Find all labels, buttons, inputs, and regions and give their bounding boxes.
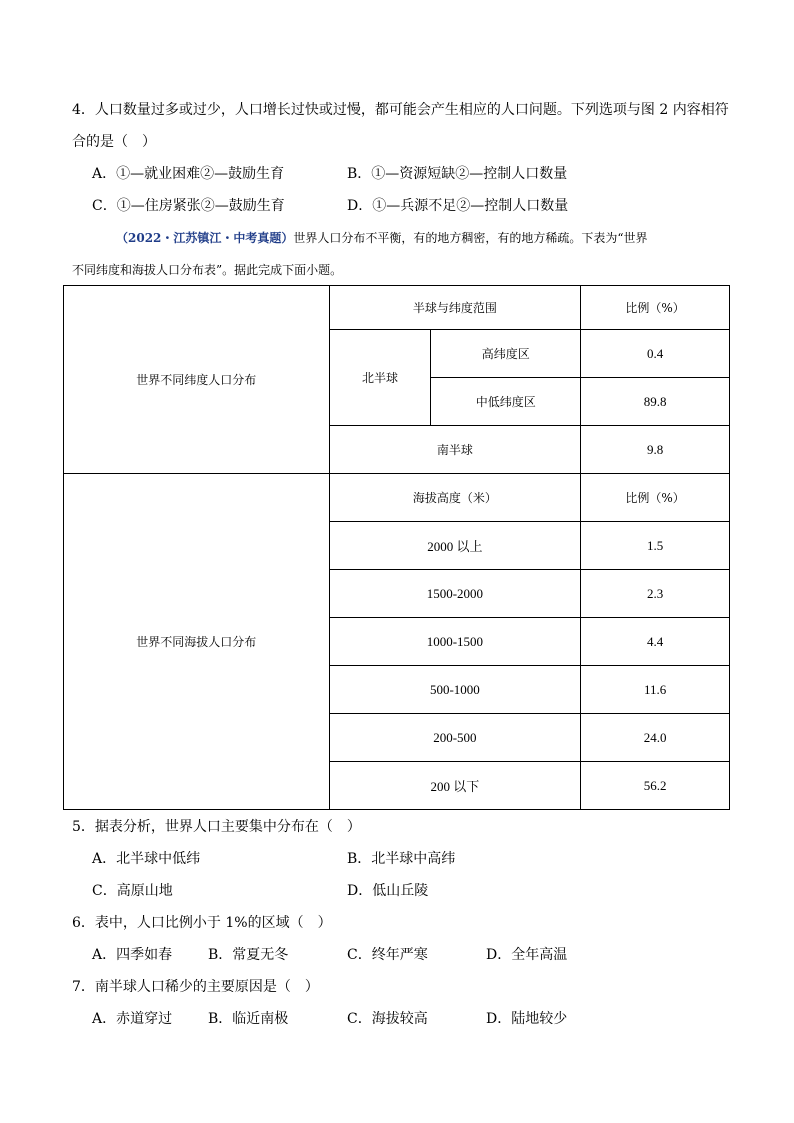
population-table <box>63 285 730 810</box>
alt-range-cell: 1500-2000 <box>329 570 581 618</box>
mid-low-lat-label: 中低纬度区 <box>431 378 581 426</box>
alt-value-cell: 56.2 <box>581 762 730 810</box>
q4-option-d: D．①—兵源不足②—控制人口数量 <box>347 198 569 214</box>
q7-option-a: A．赤道穿过 <box>92 1011 173 1027</box>
q6-option-a: A．四季如春 <box>92 947 173 963</box>
mid-low-lat-value: 89.8 <box>581 378 730 426</box>
alt-value-cell: 1.5 <box>581 522 730 570</box>
alt-value-cell: 24.0 <box>581 714 730 762</box>
alt-value-cell: 2.3 <box>581 570 730 618</box>
alt-range-cell: 1000-1500 <box>329 618 581 666</box>
alt-value-cell: 4.4 <box>581 618 730 666</box>
alt-range-cell: 200 以下 <box>329 762 581 810</box>
q7-option-c: C．海拔较高 <box>347 1011 428 1027</box>
alt-value-cell: 11.6 <box>581 666 730 714</box>
ratio-header: 比例（%） <box>581 286 730 330</box>
q7-stem: 7．南半球人口稀少的主要原因是（ ） <box>72 979 319 995</box>
north-hemisphere: 北半球 <box>329 330 431 426</box>
intro-line1 <box>116 229 648 247</box>
south-value: 9.8 <box>581 426 730 474</box>
lat-section-title: 世界不同纬度人口分布 <box>64 286 330 474</box>
q5-option-c: C．高原山地 <box>92 883 173 899</box>
q4-option-c: C．①—住房紧张②—鼓励生育 <box>92 198 285 214</box>
alt-header: 海拔高度（米） <box>329 474 581 522</box>
alt-range-cell: 2000 以上 <box>329 522 581 570</box>
high-lat-label: 高纬度区 <box>431 330 581 378</box>
intro-line2: 不同纬度和海拔人口分布表”。据此完成下面小题。 <box>72 263 343 277</box>
lat-header: 半球与纬度范围 <box>329 286 581 330</box>
q4-option-a: A．①—就业困难②—鼓励生育 <box>92 166 285 182</box>
south-hemisphere: 南半球 <box>329 426 581 474</box>
alt-range-cell: 200-500 <box>329 714 581 762</box>
q4-stem-line2: 合的是（ ） <box>72 134 156 150</box>
alt-section-title: 世界不同海拔人口分布 <box>64 474 330 810</box>
q4-option-b: B．①—资源短缺②—控制人口数量 <box>347 166 568 182</box>
q6-option-b: B．常夏无冬 <box>208 947 289 963</box>
q6-option-d: D．全年高温 <box>486 947 568 963</box>
intro-text-1: 世界人口分布不平衡，有的地方稠密，有的地方稀疏。下表为“世界 <box>293 231 648 245</box>
q5-option-a: A．北半球中低纬 <box>92 851 201 867</box>
q5-option-d: D．低山丘陵 <box>347 883 429 899</box>
alt-ratio-header: 比例（%） <box>581 474 730 522</box>
q5-stem: 5．据表分析，世界人口主要集中分布在（ ） <box>72 819 361 835</box>
q6-option-c: C．终年严寒 <box>347 947 428 963</box>
q7-option-b: B．临近南极 <box>208 1011 289 1027</box>
high-lat-value: 0.4 <box>581 330 730 378</box>
alt-range-cell: 500-1000 <box>329 666 581 714</box>
q5-option-b: B．北半球中高纬 <box>347 851 456 867</box>
q4-stem-line1: 4．人口数量过多或过少，人口增长过快或过慢，都可能会产生相应的人口问题。下列选项与图 2 内容相符 <box>72 102 729 118</box>
q6-stem: 6．表中，人口比例小于 1%的区域（ ） <box>72 915 332 931</box>
source-label: （2022・江苏镇江・中考真题） <box>116 231 294 245</box>
q7-option-d: D．陆地较少 <box>486 1011 568 1027</box>
